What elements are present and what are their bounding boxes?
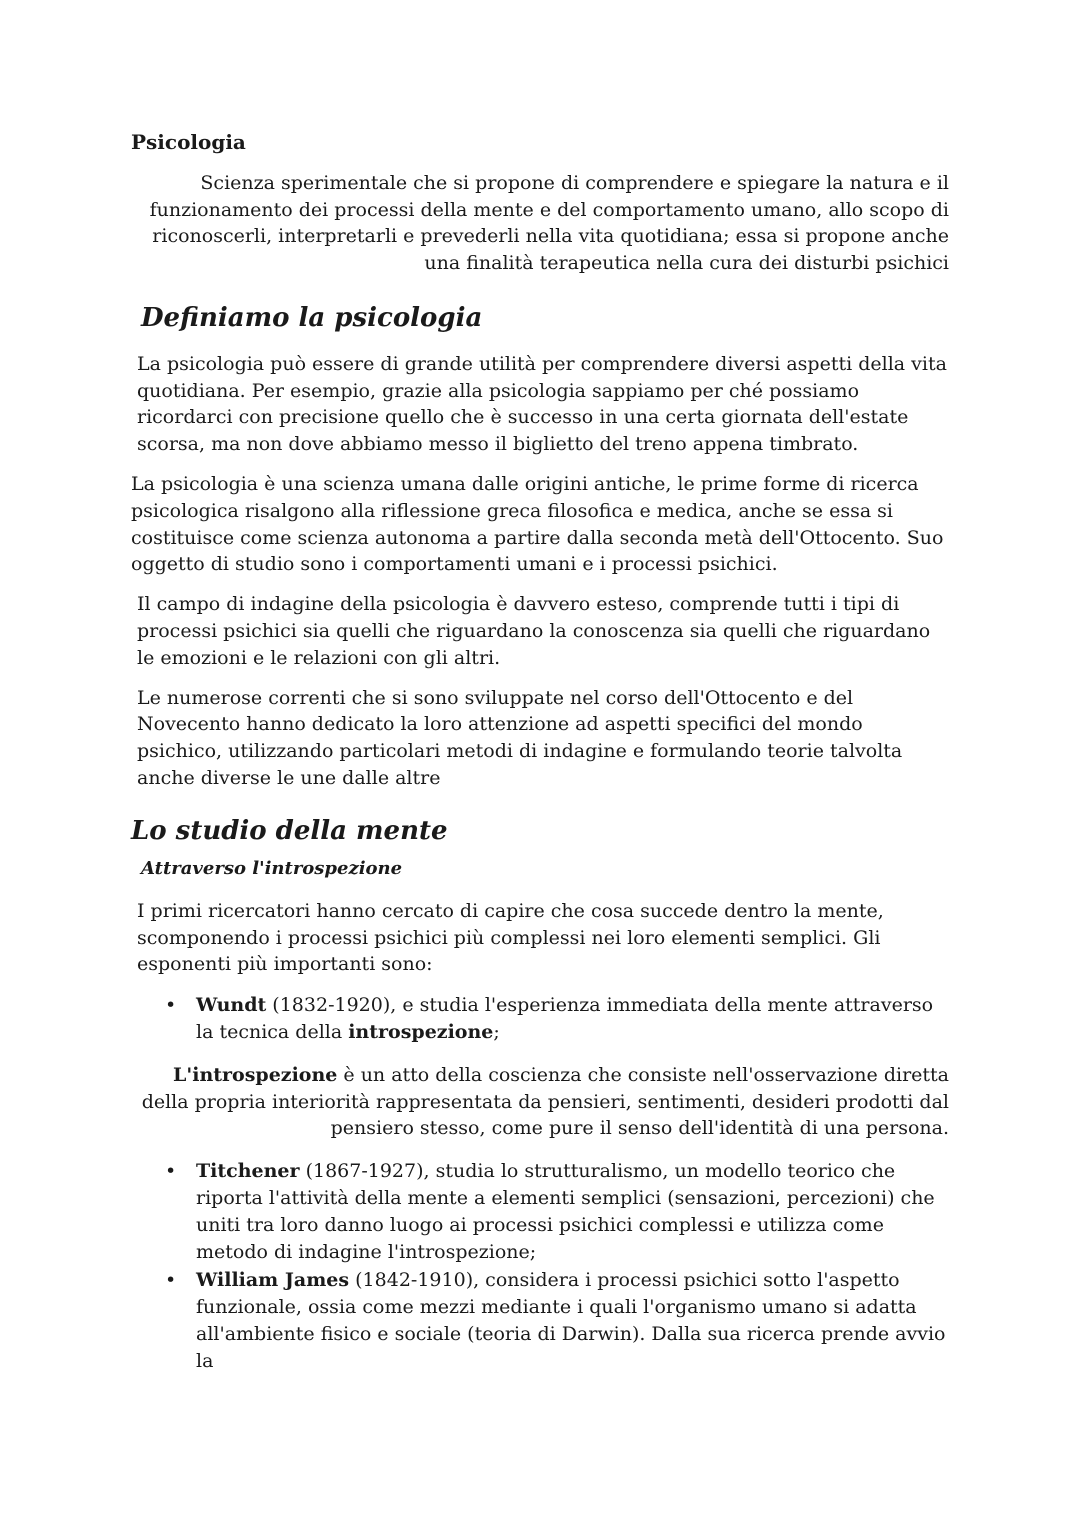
paragraph-4: Le numerose correnti che si sono sviluppate nel corso dell'Ottocento e del Novecento hanno dedicato la loro attenzione ad aspetti specifici del mondo psichico, utilizzando particolari metodi di indagine e formulando teorie talvolta anche diverse le une dalle altre [137,686,903,789]
paragraph-3: Il campo di indagine della psicologia è davvero esteso, comprende tutti i tipi di processi psichici sia quelli che riguardano la conoscenza sia quelli che riguardano le emozioni e le relazioni con gli altri. [137,593,931,669]
list-item-text: (1842-1910), considera i processi psichici sotto l'aspetto funzionale, ossia come mezzi mediante i quali l'organismo umano si adatta all'ambiente fisico e sociale (teoria di Darwin). Dalla sua ricerca prende avvio la [196,1269,946,1372]
list-item [131,1158,949,1265]
document-page [131,126,949,1375]
definition-text: è un atto della coscienza che consiste nell'osservazione diretta della propria interiorità rappresentata da pensieri, sentimenti, desideri prodotti dal pensiero stesso, come pure il senso dell'identità di una persona. [141,1063,949,1140]
document-title: Psicologia [131,130,246,154]
author-name: Wundt [196,994,267,1017]
author-name: William James [196,1269,350,1292]
psychology-definition: Scienza sperimentale che si propone di comprendere e spiegare la natura e il funzionamento dei processi della mente e del comportamento umano, allo scopo di riconoscerli, interpretarli e prevederli nella vita quotidiana; essa si propone anche una finalità terapeutica nella cura dei disturbi psichici [149,172,949,275]
introspection-definition [131,1062,949,1142]
paragraph-1: La psicologia può essere di grande utilità per comprendere diversi aspetti della vita quotidiana. Per esempio, grazie alla psicologia sappiamo per ché possiamo ricordarci con precisione quello che è successo in una certa giornata dell'estate scorsa, ma non dove abbiamo messo il biglietto del treno appena timbrato. [137,352,947,456]
subheading-introspezione: Attraverso l'introspezione [141,857,403,879]
list-item [131,1267,949,1374]
bullet-icon: • [165,1269,177,1292]
section-heading-definiamo: Definiamo la psicologia [141,302,483,333]
intro-paragraph: I primi ricercatori hanno cercato di capire che cosa succede dentro la mente, scomponendo i processi psichici più complessi nei loro elementi semplici. Gli esponenti più importanti sono: [137,899,884,976]
bullet-list-wundt [131,992,949,1046]
list-item [131,992,949,1046]
bullet-icon: • [165,1160,177,1183]
section-heading-studio-mente: Lo studio della mente [131,815,448,846]
list-item-text-end: ; [493,1020,500,1043]
bullet-icon: • [165,994,177,1017]
term-bold: introspezione [348,1020,494,1043]
bullet-list-authors [131,1158,949,1374]
list-item-text: (1867-1927), studia lo strutturalismo, un modello teorico che riporta l'attività della mente a elementi semplici (sensazioni, percezioni) che uniti tra loro danno luogo ai processi psichici complessi e utilizza come metodo di indagine l'introspezione; [196,1160,935,1263]
author-name: Titchener [196,1160,300,1183]
term-bold: L'introspezione [173,1063,338,1086]
paragraph-2: La psicologia è una scienza umana dalle origini antiche, le prime forme di ricerca psicologica risalgono alla riflessione greca filosofica e medica, anche se essa si costituisce come scienza autonoma a partire dalla seconda metà dell'Ottocento. Suo oggetto di studio sono i comportamenti umani e i processi psichici. [131,473,944,576]
list-item-text: (1832-1920), e studia l'esperienza immediata della mente attraverso la tecnica della [196,994,934,1043]
